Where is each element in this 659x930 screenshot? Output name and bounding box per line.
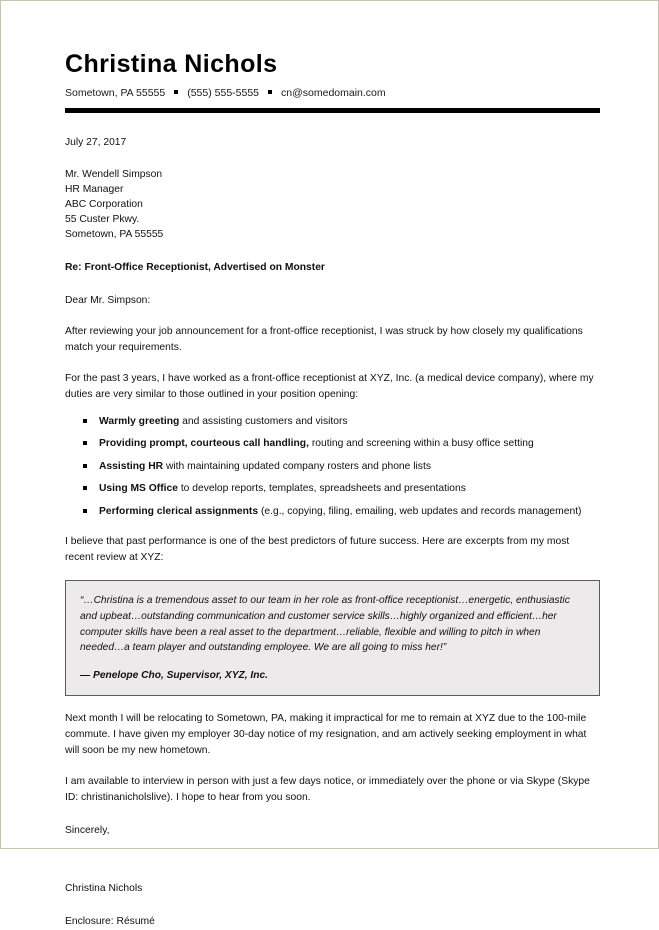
qualification-item-emphasis: Performing clerical assignments (99, 505, 259, 517)
recipient-name: Mr. Wendell Simpson (65, 169, 163, 181)
qualification-item-text: (e.g., copying, filing, emailing, web updates and records management) (258, 505, 582, 517)
paragraph-1: After reviewing your job announcement for a front-office receptionist, I was struck by how closely my qualifications match your requirements. (65, 325, 583, 353)
recipient-address (65, 168, 600, 243)
qualification-item (83, 459, 600, 474)
review-quote-text: “…Christina is a tremendous asset to our team in her role as front-office receptionist…energetic, enthusiastic and upbeat…outstanding communication and customer service skills…highly organized and efficient…her computer skills have been a real asset to the department…reliable, flexible and willing to pitch in when needed…a team player and outstanding employee. We are all going to miss her!” (80, 594, 570, 654)
sender-name: Christina Nichols (65, 50, 278, 78)
sender-phone: (555) 555-5555 (187, 86, 260, 99)
recipient-company: ABC Corporation (65, 199, 143, 211)
qualification-item (83, 414, 600, 429)
signature-name: Christina Nichols (65, 882, 143, 894)
qualification-item-text: with maintaining updated company rosters and phone lists (163, 460, 431, 472)
review-quote-box (65, 580, 600, 696)
bullet-separator-icon (174, 90, 178, 94)
letter-closing: Sincerely, (65, 824, 110, 836)
letter-body (65, 135, 600, 930)
signature-space (65, 839, 600, 881)
sender-location: Sometown, PA 55555 (65, 86, 166, 99)
qualification-item (83, 504, 600, 519)
qualification-item-text: routing and screening within a busy office setting (308, 438, 534, 450)
letter-content (1, 1, 658, 927)
qualification-item-emphasis: Warmly greeting (99, 415, 180, 427)
qualification-item-text: to develop reports, templates, spreadsheets and presentations (177, 483, 466, 495)
contact-line (65, 87, 600, 99)
recipient-citystatezip: Sometown, PA 55555 (65, 229, 164, 241)
letterhead (65, 51, 600, 113)
header-divider (65, 108, 600, 113)
letter-subject: Re: Front-Office Receptionist, Advertised on Monster (65, 262, 325, 274)
qualification-item-emphasis: Using MS Office (99, 483, 178, 495)
qualification-item-text: and assisting customers and visitors (179, 415, 348, 427)
qualifications-list (65, 414, 600, 519)
recipient-title: HR Manager (65, 184, 124, 196)
paragraph-3: I believe that past performance is one of the best predictors of future success. Here are excerpts from my most recent review at XYZ: (65, 535, 570, 563)
qualification-item-emphasis: Providing prompt, courteous call handling, (99, 438, 309, 450)
recipient-street: 55 Custer Pkwy. (65, 214, 140, 226)
letter-salutation: Dear Mr. Simpson: (65, 295, 151, 307)
qualification-item-emphasis: Assisting HR (99, 460, 164, 472)
letter-date: July 27, 2017 (65, 136, 127, 148)
enclosure-line: Enclosure: Résumé (65, 915, 155, 927)
qualification-item (83, 436, 600, 451)
paragraph-2: For the past 3 years, I have worked as a front-office receptionist at XYZ, Inc. (a medical device company), where my duties are very similar to those outlined in your position opening: (65, 372, 594, 400)
review-quote-attribution: — Penelope Cho, Supervisor, XYZ, Inc. (80, 670, 268, 682)
bullet-separator-icon (268, 90, 272, 94)
paragraph-5: I am available to interview in person with just a few days notice, or immediately over the phone or via Skype (Skype ID: christinanicholslive). I hope to hear from you soon. (65, 775, 590, 803)
paragraph-4: Next month I will be relocating to Sometown, PA, making it impractical for me to remain at XYZ due to the 100-mile commute. I have given my employer 30-day notice of my resignation, and am actively seeking employment in what will soon be my new hometown. (65, 712, 587, 756)
qualification-item (83, 481, 600, 496)
sender-email: cn@somedomain.com (281, 86, 386, 99)
